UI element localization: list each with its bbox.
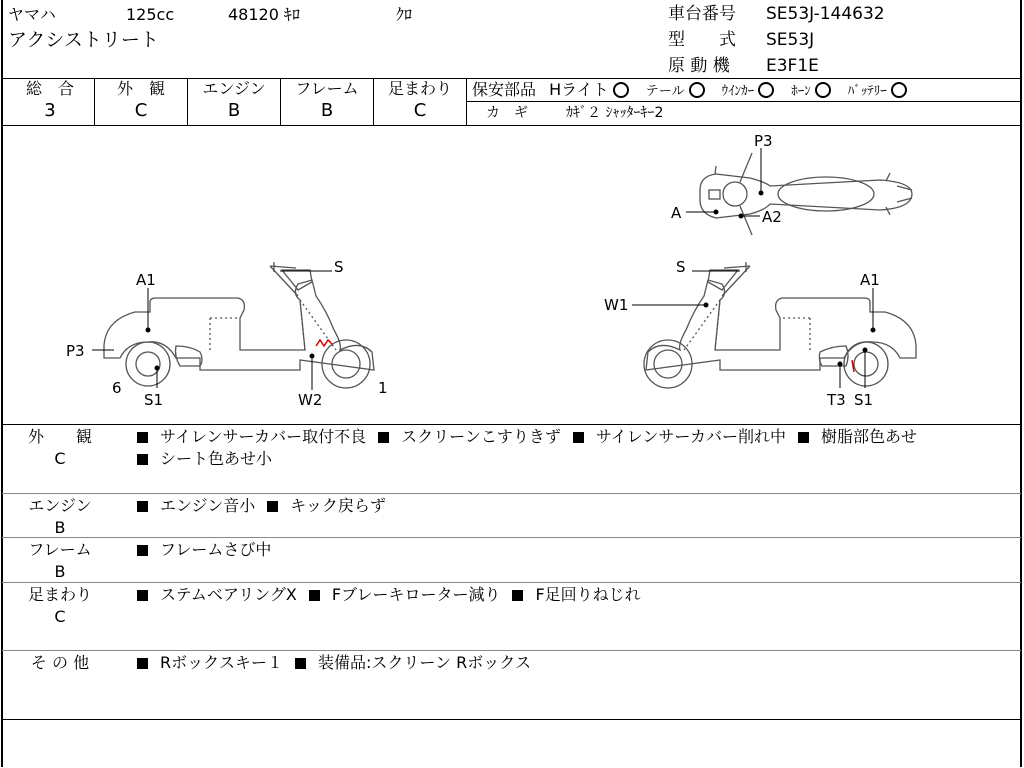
color: ｸﾛ <box>396 5 413 24</box>
grade-engine-value: B <box>227 100 241 121</box>
frame-no-label: 車台番号 <box>668 4 736 24</box>
bullet-square-icon <box>137 545 148 556</box>
safety-item-winker <box>722 80 775 99</box>
grade-suspension-value: C <box>413 100 427 121</box>
detail-line <box>137 497 398 515</box>
bullet-square-icon <box>137 432 148 443</box>
divider <box>2 719 1021 720</box>
detail-item: サイレンサーカバー削れ中 <box>595 427 787 446</box>
divider <box>187 78 188 125</box>
ok-circle-icon <box>758 82 774 98</box>
divider <box>280 78 281 125</box>
detail-label: エンジン <box>28 496 92 515</box>
detail-label: フレーム <box>28 540 92 559</box>
safety-item-label: テール <box>645 84 685 99</box>
divider <box>2 424 1021 425</box>
keys-value: ｶｷﾞ２ ｼｬｯﾀｰｷｰ2 <box>566 105 664 121</box>
label-left-s1: S1 <box>144 391 164 409</box>
safety-item-label: Hライト <box>549 80 609 99</box>
detail-item: サイレンサーカバー取付不良 <box>160 427 367 446</box>
ok-circle-icon <box>689 82 705 98</box>
label-left-s: S <box>334 258 344 276</box>
divider <box>373 78 374 125</box>
label-right-s: S <box>676 258 686 276</box>
detail-grade: B <box>54 518 66 537</box>
damage-diagram <box>0 126 1022 424</box>
mileage: 48120 ｷﾛ <box>228 5 300 24</box>
detail-item: フレームさび中 <box>160 540 272 559</box>
safety-item-tail <box>646 80 705 99</box>
label-right-w1: W1 <box>604 296 629 314</box>
detail-item: エンジン音小 <box>160 496 256 515</box>
type-label: 型 式 <box>668 30 736 50</box>
detail-item: 樹脂部色あせ <box>821 427 918 446</box>
damage-mark-red <box>316 340 332 346</box>
bullet-square-icon <box>137 658 148 669</box>
safety-item-horn <box>791 80 831 99</box>
detail-item: 装備品:スクリーン Rボックス <box>317 653 532 672</box>
grade-exterior-value: C <box>134 100 148 121</box>
label-left-w2: W2 <box>298 391 323 409</box>
detail-grade: C <box>54 449 66 468</box>
safety-item-label: ﾊﾞｯﾃﾘｰ <box>847 84 887 99</box>
detail-label: 外 観 <box>27 427 92 446</box>
detail-line <box>137 586 653 604</box>
ok-circle-icon <box>613 82 629 98</box>
label-top-p3: P3 <box>754 132 773 150</box>
bullet-square-icon <box>309 590 320 601</box>
safety-label: 保安部品 <box>472 80 537 99</box>
detail-line <box>137 450 284 468</box>
detail-line <box>137 654 543 672</box>
detail-grade: B <box>54 562 66 581</box>
bullet-square-icon <box>295 658 306 669</box>
engine-label: 原 動 機 <box>668 56 730 76</box>
bullet-square-icon <box>512 590 523 601</box>
bullet-square-icon <box>137 454 148 465</box>
safety-item-label: ｳｲﾝｶｰ <box>721 84 755 99</box>
label-right-t3: T3 <box>827 391 846 409</box>
bullet-square-icon <box>137 590 148 601</box>
bullet-square-icon <box>137 501 148 512</box>
grade-suspension-label: 足まわり <box>387 79 452 98</box>
maker: ヤマハ <box>8 5 56 24</box>
detail-item: スクリーンこすりきず <box>401 427 561 446</box>
displacement: 125cc <box>126 5 175 24</box>
label-right-s1: S1 <box>854 391 874 409</box>
detail-line <box>137 541 283 559</box>
grade-exterior-label: 外 観 <box>116 79 165 98</box>
safety-row <box>472 81 907 101</box>
grade-total-value: 3 <box>44 100 56 121</box>
label-left-6: 6 <box>112 379 122 397</box>
detail-item: F足回りねじれ <box>535 585 641 604</box>
grade-frame-value: B <box>320 100 334 121</box>
model-name: アクシストリート <box>8 29 159 51</box>
engine-value: E3F1E <box>766 56 819 76</box>
frame-no: SE53J-144632 <box>766 4 885 24</box>
divider <box>2 537 1021 538</box>
keys-label: カ ギ <box>486 105 528 121</box>
label-left-p3: P3 <box>66 342 85 360</box>
detail-grade: C <box>54 607 66 626</box>
divider <box>466 101 1021 102</box>
grade-frame-label: フレーム <box>295 79 359 98</box>
ok-circle-icon <box>815 82 831 98</box>
label-left-1: 1 <box>378 379 388 397</box>
detail-line <box>137 428 929 446</box>
label-left-a1: A1 <box>136 271 156 289</box>
detail-label: 足まわり <box>27 585 92 604</box>
detail-item: ステムベアリングX <box>160 585 297 604</box>
safety-item-battery <box>848 80 907 99</box>
detail-item: シート色あせ小 <box>160 449 273 468</box>
detail-item: キック戻らず <box>290 496 386 515</box>
bullet-square-icon <box>798 432 809 443</box>
divider <box>94 78 95 125</box>
label-right-a1: A1 <box>860 271 880 289</box>
label-top-a2: A2 <box>762 208 782 226</box>
detail-item: Fブレーキローター減り <box>331 585 501 604</box>
detail-item: Rボックスキー１ <box>160 653 283 672</box>
divider <box>2 582 1021 583</box>
bullet-square-icon <box>267 501 278 512</box>
safety-item-label: ﾎｰﾝ <box>791 84 811 99</box>
ok-circle-icon <box>891 82 907 98</box>
detail-label: そ の 他 <box>30 653 90 672</box>
grade-total-label: 総 合 <box>25 79 74 98</box>
divider <box>2 650 1021 651</box>
label-top-a: A <box>671 204 682 222</box>
grade-engine-label: エンジン <box>202 79 266 98</box>
bullet-square-icon <box>378 432 389 443</box>
type-value: SE53J <box>766 30 815 50</box>
divider <box>2 493 1021 494</box>
scooter-top-view <box>700 153 912 235</box>
safety-item-headlight <box>549 80 629 99</box>
bullet-square-icon <box>573 432 584 443</box>
